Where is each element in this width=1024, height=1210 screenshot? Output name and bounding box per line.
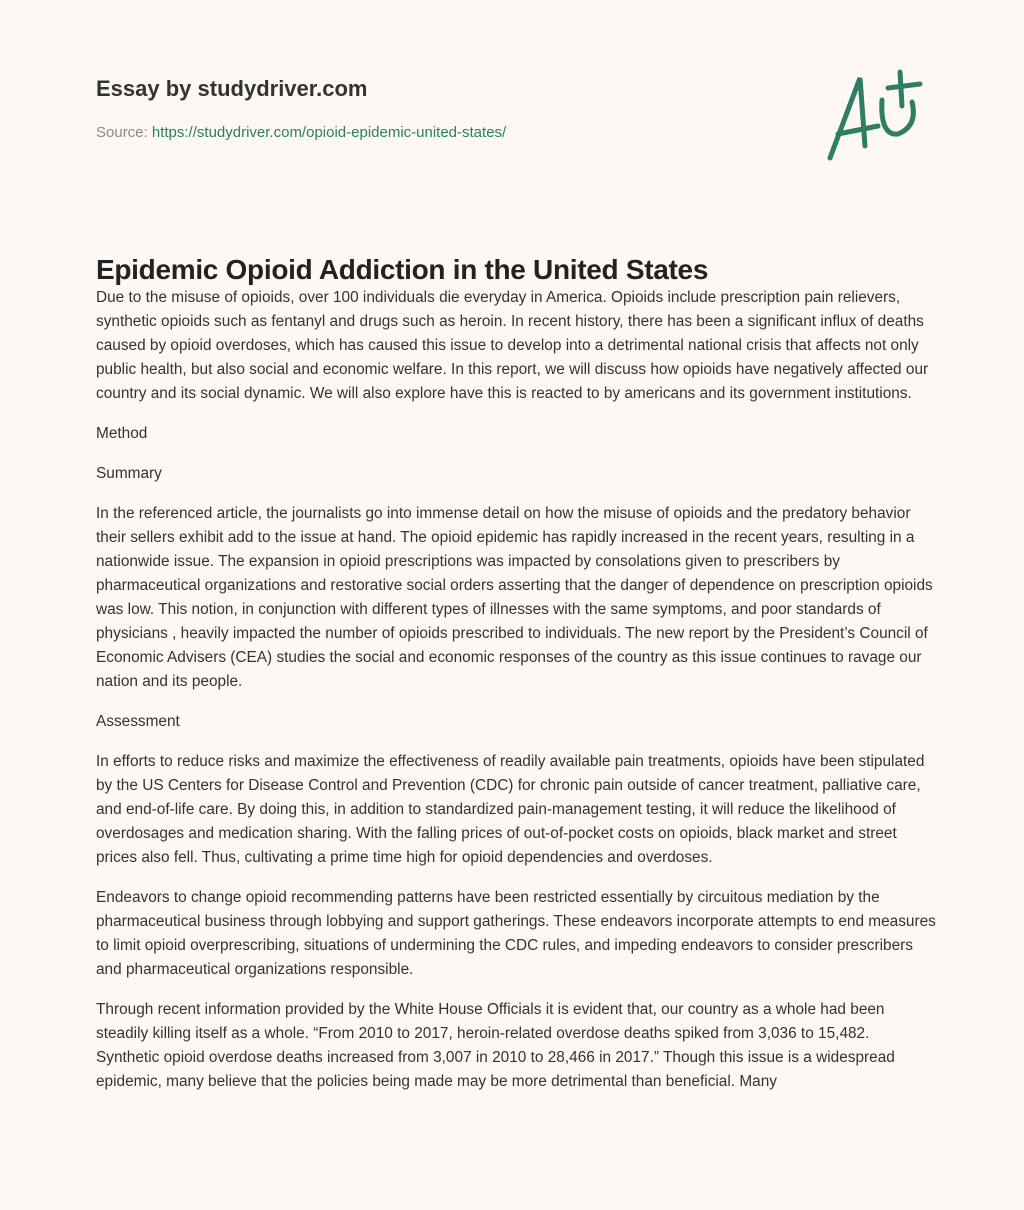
- essay-body: [96, 286, 936, 1110]
- source-line: [96, 124, 506, 141]
- paragraph: In the referenced article, the journalists go into immense detail on how the misuse of opioids and the predatory behavior their sellers exhibit add to the issue at hand. The opioid epidemic has rapidly increased in the recent years, resulting in a nationwide issue. The expansion in opioid prescriptions was impacted by consolations given to prescribers by pharmaceutical organizations and restorative social orders asserting that the danger of dependence on prescription opioids was low. This notion, in conjunction with different types of illnesses with the same symptoms, and poor standards of physicians , heavily impacted the number of opioids prescribed to individuals. The new report by the President’s Council of Economic Advisers (CEA) studies the social and economic responses of the country as this issue continues to ravage our nation and its people.: [96, 505, 933, 690]
- header: [96, 76, 506, 141]
- paragraph: Due to the misuse of opioids, over 100 individuals die everyday in America. Opioids include prescription pain relievers, synthetic opioids such as fentanyl and drugs such as heroin. In recent history, there has been a significant influx of deaths caused by opioid overdoses, which has caused this issue to develop into a detrimental national crisis that affects not only public health, but also social and economic welfare. In this report, we will discuss how opioids have negatively affected our country and its social dynamic. We will also explore have this is reacted to by americans and its government institutions.: [96, 289, 929, 402]
- paragraph: In efforts to reduce risks and maximize the effectiveness of readily available pain treatments, opioids have been stipulated by the US Centers for Disease Control and Prevention (CDC) for chronic pain outside of cancer treatment, palliative care, and end-of-life care. By doing this, in addition to standardized pain-management testing, it will reduce the likelihood of overdosages and medication sharing. With the falling prices of out-of-pocket costs on opioids, black market and street prices also fell. Thus, cultivating a prime time high for opioid dependencies and overdoses.: [96, 753, 925, 866]
- essay-title: Epidemic Opioid Addiction in the United States: [96, 254, 709, 285]
- paragraph: Through recent information provided by the White House Officials it is evident that, our country as a whole had been steadily killing itself as a whole. “From 2010 to 2017, heroin-related overdose deaths spiked from 3,036 to 15,482. Synthetic opioid overdose deaths increased from 3,007 in 2010 to 28,466 in 2017.” Though this issue is a widespread epidemic, many believe that the policies being made may be more detrimental than beneficial. Many: [96, 1001, 895, 1090]
- section-heading-summary: Summary: [96, 465, 162, 482]
- site-brand: Essay by studydriver.com: [96, 76, 368, 101]
- paragraph: Endeavors to change opioid recommending patterns have been restricted essentially by circuitous mediation by the pharmaceutical business through lobbying and support gatherings. These endeavors incorporate attempts to end measures to limit opioid overprescribing, situations of undermining the CDC rules, and impeding endeavors to consider prescribers and pharmaceutical organizations responsible.: [96, 889, 936, 978]
- source-label: Source:: [96, 124, 148, 141]
- source-link[interactable]: https://studydriver.com/opioid-epidemic-united-states/: [151, 124, 507, 141]
- section-heading-method: Method: [96, 425, 148, 442]
- section-heading-assessment: Assessment: [96, 713, 180, 730]
- a-plus-logo-icon: [820, 66, 930, 166]
